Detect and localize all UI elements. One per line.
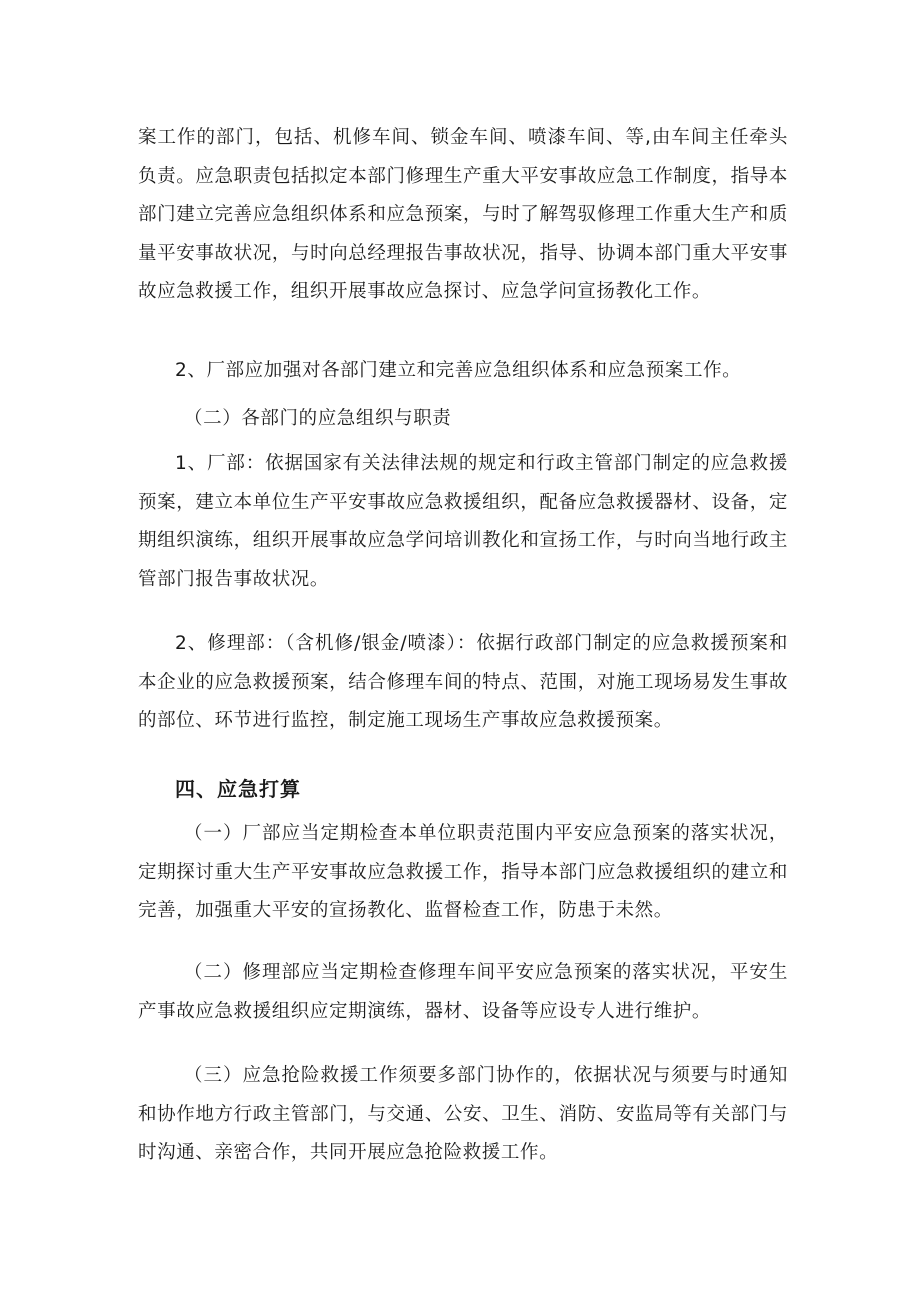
paragraph-repair-department: 2、修理部：（含机修/银金/喷漆）：依据行政部门制定的应急救援预案和本企业的应急救援预案，结合修理车间的特点、范围，对施工现场易发生事故的部位、环节进行监控，制定施工现场生产事故应急救援预案。: [138, 633, 788, 731]
paragraph-factory-strengthen: 2、厂部应加强对各部门建立和完善应急组织体系和应急预案工作。: [175, 360, 742, 381]
paragraph-factory-department: 1、厂部：依据国家有关法律法规的规定和行政主管部门制定的应急救援预案，建立本单位生产平安事故应急救援组织，配备应急救援器材、设备，定期组织演练，组织开展事故应急学问培训教化和宣扬工作，与时向当地行政主管部门报告事故状况。: [138, 453, 788, 590]
paragraph-department-duties: 案工作的部门，包括、机修车间、锁金车间、喷漆车间、等,由车间主任牵头负责。应急职责包括拟定本部门修理生产重大平安事故应急工作制度，指导本部门建立完善应急组织体系和应急预案，与时了解驾驭修理工作重大生产和质量平安事故状况，与时向总经理报告事故状况，指导、协调本部门重大平安事故应急救援工作，组织开展事故应急探讨、应急学问宣扬教化工作。: [138, 127, 788, 302]
subheading-department-organization: （二）各部门的应急组织与职责: [184, 408, 452, 429]
paragraph-preparation-1: （一）厂部应当定期检查本单位职责范围内平安应急预案的落实状况，定期探讨重大生产平安事故应急救援工作，指导本部门应急救援组织的建立和完善，加强重大平安的宣扬教化、监督检查工作，防患于未然。: [138, 823, 788, 921]
paragraph-preparation-3: （三）应急抢险救援工作须要多部门协作的，依据状况与须要与时通知和协作地方行政主管部门，与交通、公安、卫生、消防、安监局等有关部门与时沟通、亲密合作，共同开展应急抢险救援工作。: [138, 1065, 788, 1163]
paragraph-preparation-2: （二）修理部应当定期检查修理车间平安应急预案的落实状况，平安生产事故应急救援组织应定期演练，器材、设备等应设专人进行维护。: [138, 962, 788, 1022]
section-heading-emergency-preparation: 四、应急打算: [175, 777, 301, 801]
